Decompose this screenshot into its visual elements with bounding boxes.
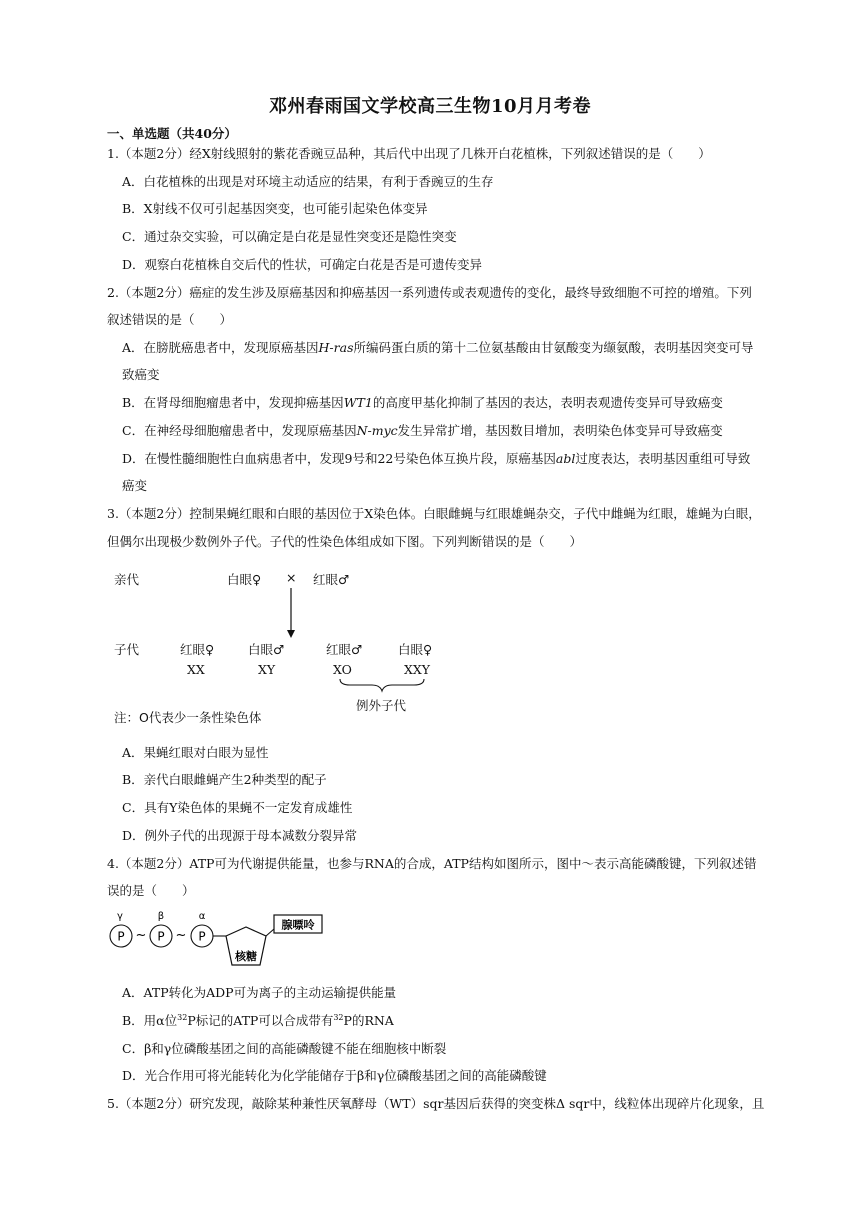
bond-to-base <box>266 929 274 936</box>
ribose-label: 核糖 <box>235 950 257 963</box>
question-3-option-a: A．果蝇红眼对白眼为显性 <box>122 745 269 760</box>
question-2-option-d: D．在慢性髓细胞性白血病患者中，发现9号和22号染色体互换片段，原癌基因abl过度表达，表明基因重组可导致 <box>122 451 751 466</box>
offspring-2-genotype: XY <box>258 662 276 677</box>
offspring-label: 子代 <box>114 642 140 657</box>
question-2-option-c: C．在神经母细胞瘤患者中，发现原癌基因N-myc发生异常扩增，基因数目增加，表明染色体变异可导致癌变 <box>122 423 723 438</box>
question-1-option-b: B．X射线不仅可引起基因突变，也可能引起染色体变异 <box>122 201 428 216</box>
exception-brace <box>340 679 424 691</box>
question-4-stem-line1: 4.（本题2分）ATP可为代谢提供能量，也参与RNA的合成，ATP结构如图所示，图中～表示高能磷酸键，下列叙述错 <box>107 856 757 871</box>
question-1-stem: 1.（本题2分）经X射线照射的紫花香豌豆品种，其后代中出现了几株开白花植株，下列叙述错误的是（ ） <box>107 146 711 161</box>
alpha-label: α <box>198 911 206 922</box>
question-2-stem-line1: 2.（本题2分）癌症的发生涉及原癌基因和抑癌基因一系列遗传或表观遗传的变化，最终导致细胞不可控的增殖。下列 <box>107 285 752 300</box>
offspring-3-genotype: XO <box>333 662 352 677</box>
high-energy-bond-1: ~ <box>135 928 147 943</box>
question-1-option-a: A．白花植株的出现是对环境主动适应的结果，有利于香豌豆的生存 <box>122 174 494 189</box>
question-2-stem-line2: 叙述错误的是（ ） <box>107 312 233 327</box>
question-1-option-c: C．通过杂交实验，可以确定是白花是显性突变还是隐性突变 <box>122 229 457 244</box>
question-4-option-b: B．用α位$^{32}$P标记的ATP可以合成带有$^{32}$P的RNA <box>122 1012 394 1028</box>
gene-name: N-myc <box>356 423 398 438</box>
parent-female: 白眼♀ <box>227 572 262 587</box>
offspring-2-phenotype: 白眼♂ <box>248 642 285 657</box>
offspring-4-phenotype: 白眼♀ <box>398 642 433 657</box>
question-3-option-c: C．具有Y染色体的果蝇不一定发育成雄性 <box>122 800 353 815</box>
question-4-option-c: C．β和γ位磷酸基团之间的高能磷酸键不能在细胞核中断裂 <box>122 1041 447 1056</box>
question-2-option-a-cont: 致癌变 <box>122 367 160 382</box>
phosphate-alpha-label: P <box>198 929 206 944</box>
gamma-label: γ <box>117 911 123 922</box>
question-4-option-d: D．光合作用可将光能转化为化学能储存于β和γ位磷酸基团之间的高能磷酸键 <box>122 1068 547 1083</box>
cross-arrow-head <box>287 630 295 638</box>
cross-symbol: × <box>286 570 297 585</box>
question-3-stem-line2: 但偶尔出现极少数例外子代。子代的性染色体组成如下图。下列判断错误的是（ ） <box>107 534 583 549</box>
question-1-option-d: D．观察白花植株自交后代的性状，可确定白花是否是可遗传变异 <box>122 257 483 272</box>
parent-label: 亲代 <box>114 572 140 587</box>
offspring-4-genotype: XXY <box>404 662 431 677</box>
section-heading: 一、单选题（共40分） <box>107 126 237 141</box>
question-4-option-a: A．ATP转化为ADP可为离子的主动运输提供能量 <box>122 985 397 1000</box>
question-2-option-a: A．在膀胱癌患者中，发现原癌基因H-ras所编码蛋白质的第十二位氨基酸由甘氨酸变为缬氨酸，表明基因突变可导 <box>122 340 754 355</box>
question-2-option-b: B．在肾母细胞瘤患者中，发现抑癌基因WT1的高度甲基化抑制了基因的表达，表明表观遗传变异可导致癌变 <box>122 395 723 410</box>
offspring-3-phenotype: 红眼♂ <box>326 642 363 657</box>
offspring-1-phenotype: 红眼♀ <box>180 642 215 657</box>
question-3-stem-line1: 3.（本题2分）控制果蝇红眼和白眼的基因位于X染色体。白眼雌蝇与红眼雄蝇杂交，子代中雌蝇为红眼，雄蝇为白眼， <box>107 506 761 521</box>
beta-label: β <box>157 911 165 922</box>
gene-name: H-ras <box>318 340 354 355</box>
question-4-stem-line2: 误的是（ ） <box>107 883 195 898</box>
phosphate-gamma-label: P <box>117 929 125 944</box>
page-title: 邓州春雨国文学校高三生物10月月考卷 <box>268 96 592 117</box>
atp-structure-diagram <box>100 905 340 975</box>
question-5-stem-line1: 5.（本题2分）研究发现，敲除某种兼性厌氧酵母（WT）sqr基因后获得的突变株Δ sqr中，线粒体出现碎片化现象，且 <box>107 1096 765 1111</box>
high-energy-bond-2: ~ <box>175 928 187 943</box>
offspring-1-genotype: XX <box>187 662 205 677</box>
exception-label: 例外子代 <box>356 698 407 713</box>
gene-name: abl <box>555 451 576 466</box>
gene-name: WT1 <box>343 395 373 410</box>
question-3-option-d: D．例外子代的出现源于母本减数分裂异常 <box>122 828 358 843</box>
parent-male: 红眼♂ <box>313 572 350 587</box>
diagram-note: 注：O代表少一条性染色体 <box>114 710 262 725</box>
adenine-label: 腺嘌呤 <box>281 918 315 932</box>
phosphate-beta-label: P <box>157 929 165 944</box>
question-3-option-b: B．亲代白眼雌蝇产生2种类型的配子 <box>122 772 327 787</box>
question-2-option-d-cont: 癌变 <box>122 478 148 493</box>
